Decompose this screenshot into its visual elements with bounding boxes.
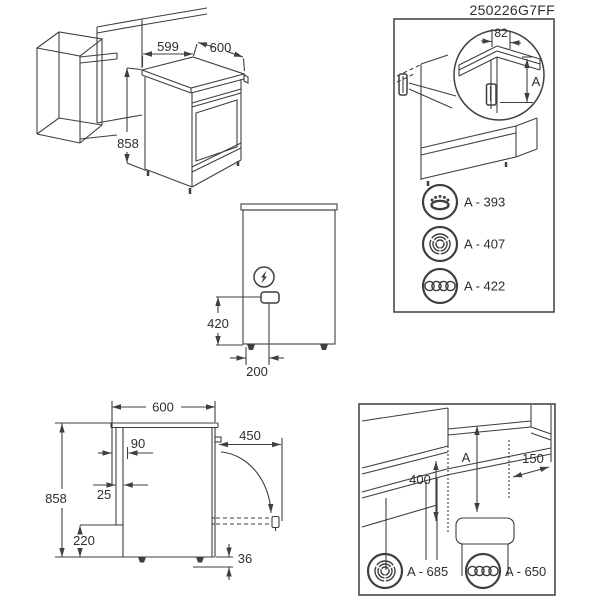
- door-open-drawing: [216, 452, 279, 531]
- rear-view-diagram: [180, 195, 365, 390]
- bracket-detail-box: [388, 15, 560, 317]
- dim-label-left-clearance: 400: [409, 472, 431, 487]
- option-label: A - 650: [505, 564, 547, 579]
- dim-label-depth: 600: [209, 40, 232, 55]
- door-handle: [215, 437, 221, 442]
- dim-label-height: 858: [45, 491, 67, 506]
- side-view-diagram: [30, 390, 320, 595]
- left-cabinet-drawing: [37, 32, 117, 143]
- option-label: A - 407: [464, 236, 506, 252]
- option-label: A - 393: [464, 194, 506, 210]
- rear-dimensions: [207, 297, 284, 379]
- niche-clearance-box: [354, 400, 560, 600]
- dim-label-width: 599: [157, 39, 179, 54]
- isometric-view-diagram: [5, 0, 305, 200]
- dim-label-bracket-width: 82: [494, 26, 508, 40]
- dim-label-connection-height: 420: [207, 316, 229, 331]
- dim-label-top-rear-gap: 90: [130, 436, 146, 451]
- dim-label-center-clearance: A: [461, 450, 471, 465]
- dim-label-height: 858: [117, 136, 139, 151]
- cooker-isometric-drawing: [142, 57, 248, 194]
- dim-label-connection-offset: 200: [246, 364, 268, 379]
- dim-label-bracket-height: A: [531, 74, 541, 89]
- document-code: 250226G7FF: [469, 2, 555, 18]
- dim-label-side-clearance: 150: [522, 451, 544, 466]
- side-dimensions: [45, 400, 282, 581]
- dim-label-depth: 600: [152, 399, 174, 415]
- cooker-side-drawing: [111, 423, 221, 563]
- dim-label-front-bottom-gap: 36: [237, 551, 253, 566]
- dim-label-door-open: 450: [239, 428, 261, 443]
- electrical-connection-icon: [254, 267, 274, 287]
- option-label: A - 685: [407, 564, 449, 579]
- cooker-rear-drawing: [241, 204, 337, 350]
- dim-label-rear-section: 220: [73, 533, 95, 548]
- option-label: A - 422: [464, 278, 506, 294]
- connection-terminal-box: [261, 292, 279, 303]
- dim-label-rear-spacer: 25: [96, 487, 112, 502]
